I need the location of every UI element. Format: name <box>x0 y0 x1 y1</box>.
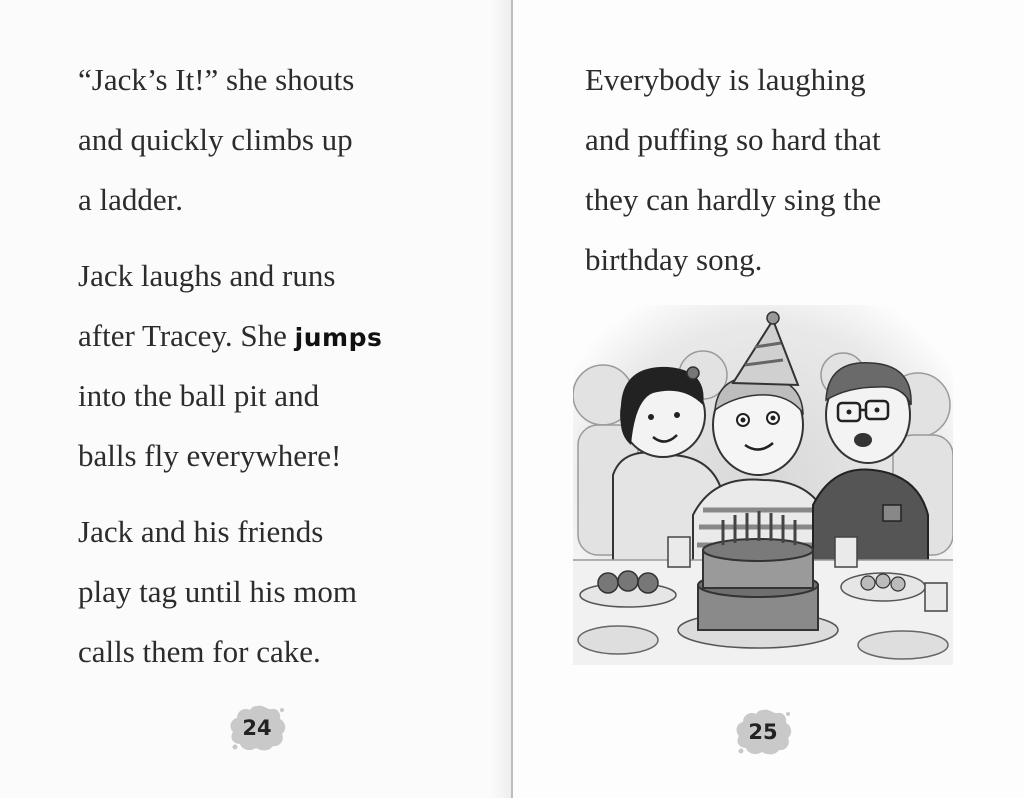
right-page-text <box>585 50 881 290</box>
text-line: and quickly climbs up <box>78 122 353 157</box>
text-line: birthday song. <box>585 242 763 277</box>
text-line: they can hardly sing the <box>585 182 882 217</box>
page-number: 25 <box>748 720 778 744</box>
text-line: Jack laughs and runs <box>78 258 336 293</box>
paragraph-gap <box>78 486 382 502</box>
text-line: “Jack’s It!” she shouts <box>78 62 355 97</box>
left-page-text <box>78 50 382 682</box>
text-line: calls them for cake. <box>78 634 321 669</box>
dish-icon <box>578 626 658 654</box>
cup-icon <box>925 583 947 611</box>
page-number-badge <box>731 706 795 758</box>
text-line <box>78 306 382 366</box>
dish-icon <box>858 631 948 659</box>
text-line: Jack and his friends <box>78 514 324 549</box>
text-line: and puffing so hard that <box>585 122 881 157</box>
gutter-shadow <box>490 0 511 798</box>
text-line: Everybody is laughing <box>585 62 866 97</box>
birthday-party-illustration <box>573 305 953 665</box>
cup-icon <box>668 537 690 567</box>
text-line: balls fly everywhere! <box>78 438 342 473</box>
paragraph-gap <box>78 230 382 246</box>
candles <box>723 511 795 545</box>
cup-icon <box>835 537 857 567</box>
cookie-plate <box>841 573 925 601</box>
emphasized-word: jumps <box>294 323 383 352</box>
page-number: 24 <box>242 716 272 740</box>
page-number-badge <box>225 702 289 754</box>
text-line: play tag until his mom <box>78 574 357 609</box>
text-line: into the ball pit and <box>78 378 320 413</box>
text-fragment: after Tracey. She <box>78 318 295 353</box>
text-line: a ladder. <box>78 182 184 217</box>
right-page <box>513 0 1024 798</box>
